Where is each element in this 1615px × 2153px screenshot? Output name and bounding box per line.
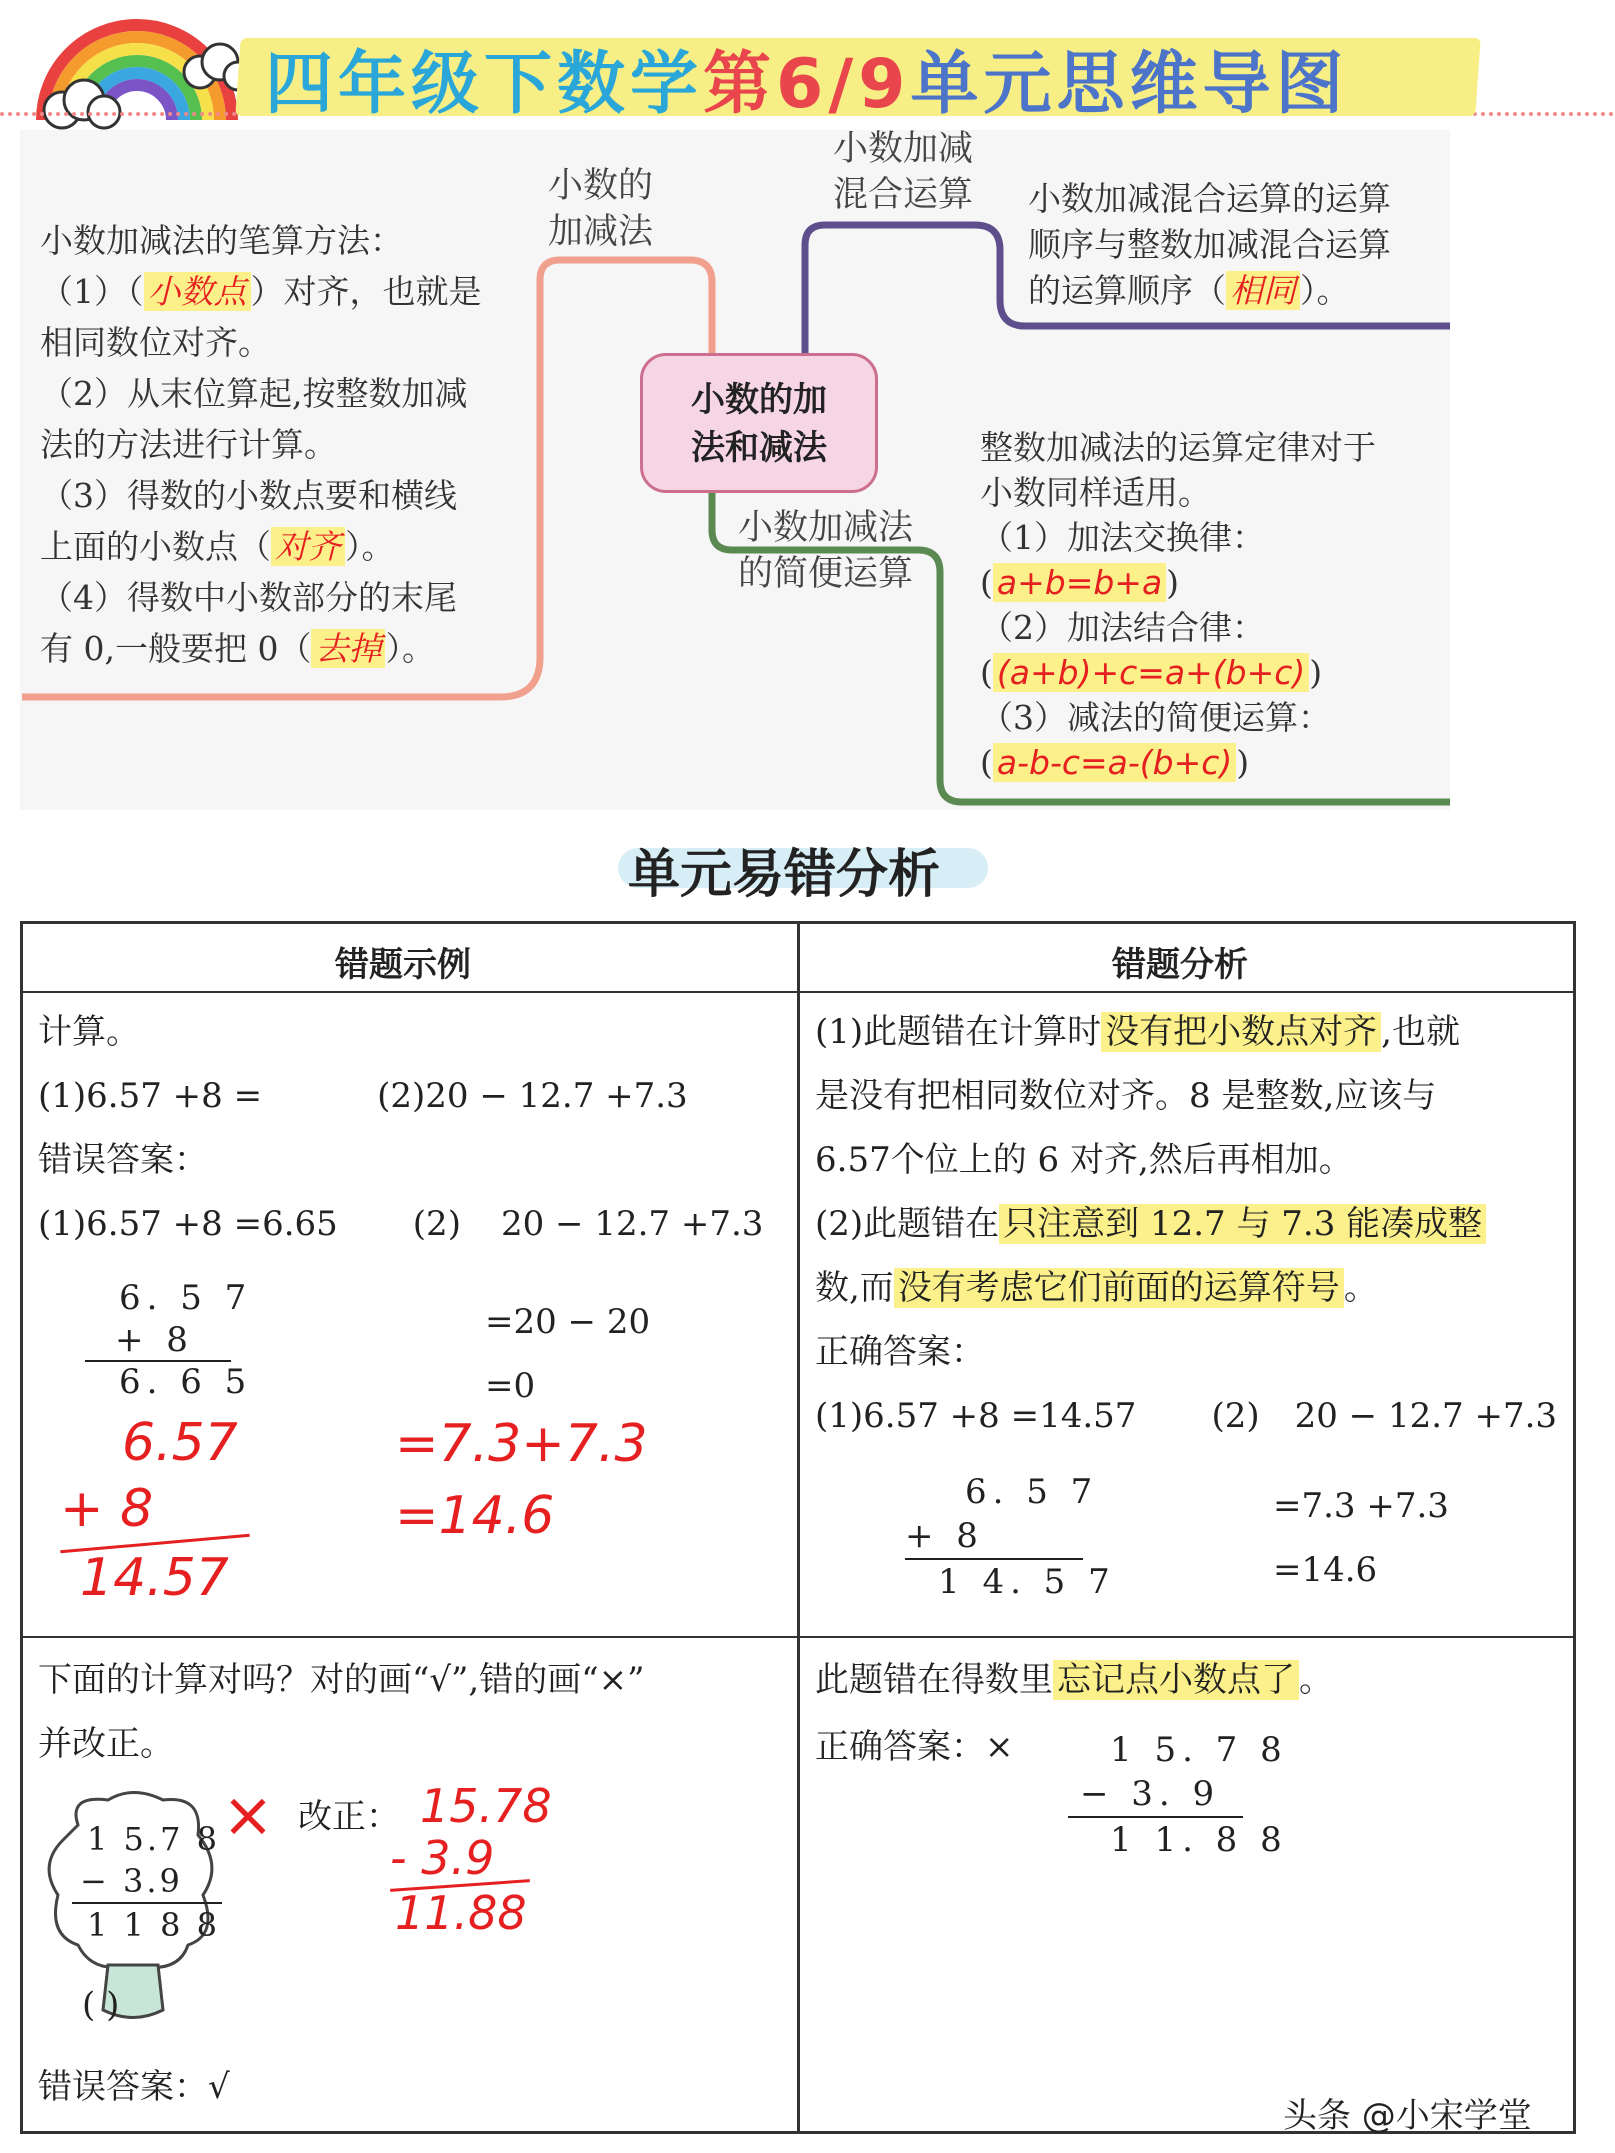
wrong-step-1: =20 − 20 [485, 1302, 651, 1342]
rule-4-continued [40, 623, 482, 674]
correct-answers [815, 1384, 1557, 1448]
highlighted-error: 没有考虑它们前面的运算符号 [894, 1268, 1344, 1308]
correct-step-2: =14.6 [1273, 1550, 1378, 1590]
highlighted-error: 没有把小数点对齐 [1101, 1012, 1381, 1052]
paren-close: ) [1309, 653, 1323, 692]
correct-answer-2-label: (2) [1211, 1396, 1260, 1436]
page-title [265, 30, 1349, 127]
handwritten-correction-2 [395, 1408, 648, 1552]
branch-title-simplified-calculation [738, 505, 913, 597]
wrong-step-2: =0 [485, 1366, 536, 1406]
table-row-divider [20, 1636, 1576, 1638]
branch-left-content [40, 215, 482, 674]
wrong-vertical-calc [115, 1278, 252, 1402]
calc-mid: + 8 [115, 1320, 194, 1360]
highlighted-error: 只注意到 12.7 与 7.3 能凑成整 [999, 1204, 1486, 1244]
handwritten-correction-1 [60, 1410, 250, 1611]
analysis-1-line-1 [815, 1000, 1557, 1064]
law-commutative-formula [980, 560, 1376, 605]
branch-title-line: 的简便运算 [738, 554, 914, 594]
rule-4-suffix: ）。 [385, 629, 435, 668]
branch-title-mixed-operation [833, 126, 973, 218]
mixed-op-line-1: 小数加减混合运算的运算 [1028, 179, 1391, 218]
rainbow-icon [22, 0, 252, 130]
ink-step-1: =7.3+7.3 [395, 1414, 648, 1474]
calc-top: 1 5.7 8 [87, 1820, 220, 1858]
branch-title-decimal-add-sub [548, 163, 653, 255]
handwritten-answer: 小数点 [144, 272, 251, 311]
branch-title-line: 加减法 [548, 212, 654, 252]
mixed-op-line-3 [1028, 268, 1391, 314]
analysis-2-line-2 [815, 1256, 1557, 1320]
correct-vertical-calc [905, 1470, 1116, 1604]
paren-close: ) [1236, 743, 1250, 782]
rule-4: （4）得数中小数部分的末尾 [40, 578, 457, 617]
correct-vertical-calc [1080, 1728, 1288, 1862]
branch-title-line: 小数的 [548, 166, 654, 206]
table-column-divider [797, 921, 800, 2134]
rule-3-continued [40, 521, 482, 572]
analysis-text: ,也就 [1381, 1012, 1460, 1052]
wrong-answer-2-label: (2) [412, 1204, 461, 1244]
analysis-2-line-1 [815, 1192, 1557, 1256]
header [0, 0, 1615, 130]
rule-3: （3）得数的小数点要和横线 [40, 476, 457, 515]
question-line-1: 下面的计算对吗？对的画“√”,错的画“×” [38, 1660, 645, 1700]
analysis-1-line-3: 6.57个位上的 6 对齐,然后再相加。 [815, 1140, 1353, 1180]
handwritten-fix [390, 1780, 552, 1939]
analysis-text: (2)此题错在 [815, 1204, 1000, 1244]
calc-top: 1 5. 7 8 [1110, 1730, 1288, 1770]
law-subtraction-formula [980, 740, 1376, 785]
paren-open: ( [980, 653, 993, 692]
tree-calc [72, 1818, 222, 1946]
paren-close: ) [1166, 563, 1180, 602]
question-2: (2)20 − 12.7 +7.3 [377, 1076, 688, 1116]
wrong-answer-label: 错误答案： [38, 1140, 208, 1180]
rule-1-suffix: ）对齐，也就是 [250, 272, 482, 311]
ink-top: 6.57 [122, 1413, 238, 1473]
handwritten-formula: a-b-c=a-(b+c) [993, 743, 1236, 782]
mind-map-center-node [640, 353, 878, 493]
mixed-op-line-2: 顺序与整数加减混合运算 [1028, 225, 1391, 264]
rule-1-continued: 相同数位对齐。 [40, 323, 271, 362]
correct-answer-1: (1)6.57 +8 =14.57 [815, 1396, 1137, 1436]
ink-result: 11.88 [395, 1886, 527, 1940]
mixed-op-prefix: 的运算顺序（ [1028, 271, 1226, 310]
calc-top: 6. 5 7 [965, 1472, 1099, 1512]
ink-mid: - 3.9 [390, 1831, 495, 1885]
handwritten-formula: a+b=b+a [993, 563, 1166, 602]
title-grade: 四年级下数学 [265, 45, 704, 124]
center-line-2: 法和减法 [691, 428, 827, 468]
ink-mid: + 8 [60, 1479, 154, 1539]
law-associative-formula [980, 650, 1376, 695]
handwritten-answer: 去掉 [311, 629, 385, 668]
wrong-steps [485, 1290, 650, 1418]
wrong-answer-check: 错误答案：√ [38, 2067, 230, 2107]
rule-1 [40, 266, 482, 317]
analysis-text: 此题错在得数里 [815, 1660, 1053, 1700]
calc-mid: − 3. 9 [1080, 1774, 1221, 1814]
title-unit: 第6/9 [703, 45, 911, 124]
law-subtraction: （3）减法的简便运算： [980, 698, 1331, 737]
questions [38, 1064, 763, 1128]
answer-parentheses: ( ) [82, 1985, 120, 2025]
fix-label: 改正： [298, 1797, 400, 1837]
analysis-text: 。 [1299, 1660, 1333, 1700]
rule-3-suffix: ）。 [345, 527, 395, 566]
written-method-intro: 小数加减法的笔算方法： [40, 221, 403, 260]
column-header-examples: 错题示例 [335, 945, 471, 985]
row2-analysis [815, 1648, 1333, 1712]
branch-title-line: 小数加减 [833, 129, 974, 169]
law-commutative: （1）加法交换律： [980, 518, 1265, 557]
correct-answer-2: 20 − 12.7 +7.3 [1294, 1396, 1558, 1436]
handwritten-answer: 对齐 [271, 527, 345, 566]
ink-step-2: =14.6 [395, 1486, 555, 1546]
row1-example [38, 1000, 763, 1256]
rule-4-prefix: 有 0,一般要把 0（ [40, 629, 312, 668]
mixed-op-suffix: ）。 [1300, 271, 1350, 310]
branch-title-line: 混合运算 [833, 175, 974, 215]
analysis-text: (1)此题错在计算时 [815, 1012, 1102, 1052]
handwritten-formula: (a+b)+c=a+(b+c) [993, 653, 1309, 692]
calc-result: 1 1 8 8 [87, 1906, 220, 1944]
correct-steps [1273, 1474, 1449, 1602]
wrong-answers [38, 1192, 763, 1256]
law-intro-line-1: 整数加减法的运算定律对于 [980, 428, 1376, 467]
correct-answer-label: 正确答案：× [815, 1727, 1014, 1767]
wrong-mark-icon: × [222, 1778, 274, 1851]
highlighted-error: 忘记点小数点了 [1053, 1660, 1299, 1700]
question-1: (1)6.57 +8 = [38, 1076, 263, 1116]
wrong-answer-2: 20 − 12.7 +7.3 [500, 1204, 764, 1244]
branch-bottom-right-content [980, 425, 1376, 785]
center-line-1: 小数的加 [691, 380, 827, 420]
calc-result: 6. 6 5 [119, 1362, 253, 1402]
ink-top: 15.78 [420, 1779, 552, 1833]
table-header-divider [20, 991, 1576, 993]
section-title: 单元易错分析 [628, 845, 941, 905]
law-associative: （2）加法结合律： [980, 608, 1265, 647]
calc-top: 6. 5 7 [119, 1278, 253, 1318]
branch-top-right-content [1028, 176, 1391, 314]
title-subject: 单元思维导图 [910, 45, 1349, 124]
ink-result: 14.57 [80, 1548, 229, 1608]
calc-result: 1 1. 8 8 [1110, 1820, 1288, 1860]
rule-2: （2）从末位算起,按整数加减 [40, 374, 468, 413]
calc-mid: − 3.9 [80, 1862, 183, 1900]
calc-mid: + 8 [905, 1516, 984, 1556]
correct-step-1: =7.3 +7.3 [1273, 1486, 1449, 1526]
analysis-1-line-2: 是没有把相同数位对齐。8 是整数,应该与 [815, 1076, 1437, 1116]
analysis-text: 。 [1343, 1268, 1378, 1308]
instruction: 计算。 [38, 1012, 140, 1052]
paren-open: ( [980, 743, 993, 782]
rule-2-continued: 法的方法进行计算。 [40, 425, 337, 464]
law-intro-line-2: 小数同样适用。 [980, 473, 1211, 512]
rule-3-prefix: 上面的小数点（ [40, 527, 271, 566]
analysis-text: 数,而 [815, 1268, 894, 1308]
watermark: 头条 @小宋学堂 [1283, 2096, 1532, 2136]
row1-analysis [815, 1000, 1557, 1448]
paren-open: ( [980, 563, 993, 602]
branch-title-line: 小数加减法 [738, 508, 914, 548]
calc-result: 1 4. 5 7 [938, 1562, 1116, 1602]
analysis-line [815, 1648, 1333, 1712]
row2-example [38, 1648, 645, 1776]
correct-answer-label: 正确答案： [815, 1332, 985, 1372]
handwritten-answer: 相同 [1226, 271, 1300, 310]
column-header-analysis: 错题分析 [1112, 945, 1248, 985]
question-line-2: 并改正。 [38, 1724, 174, 1764]
rule-1-prefix: （1）（ [40, 272, 144, 311]
wrong-answer-1: (1)6.57 +8 =6.65 [38, 1204, 338, 1244]
